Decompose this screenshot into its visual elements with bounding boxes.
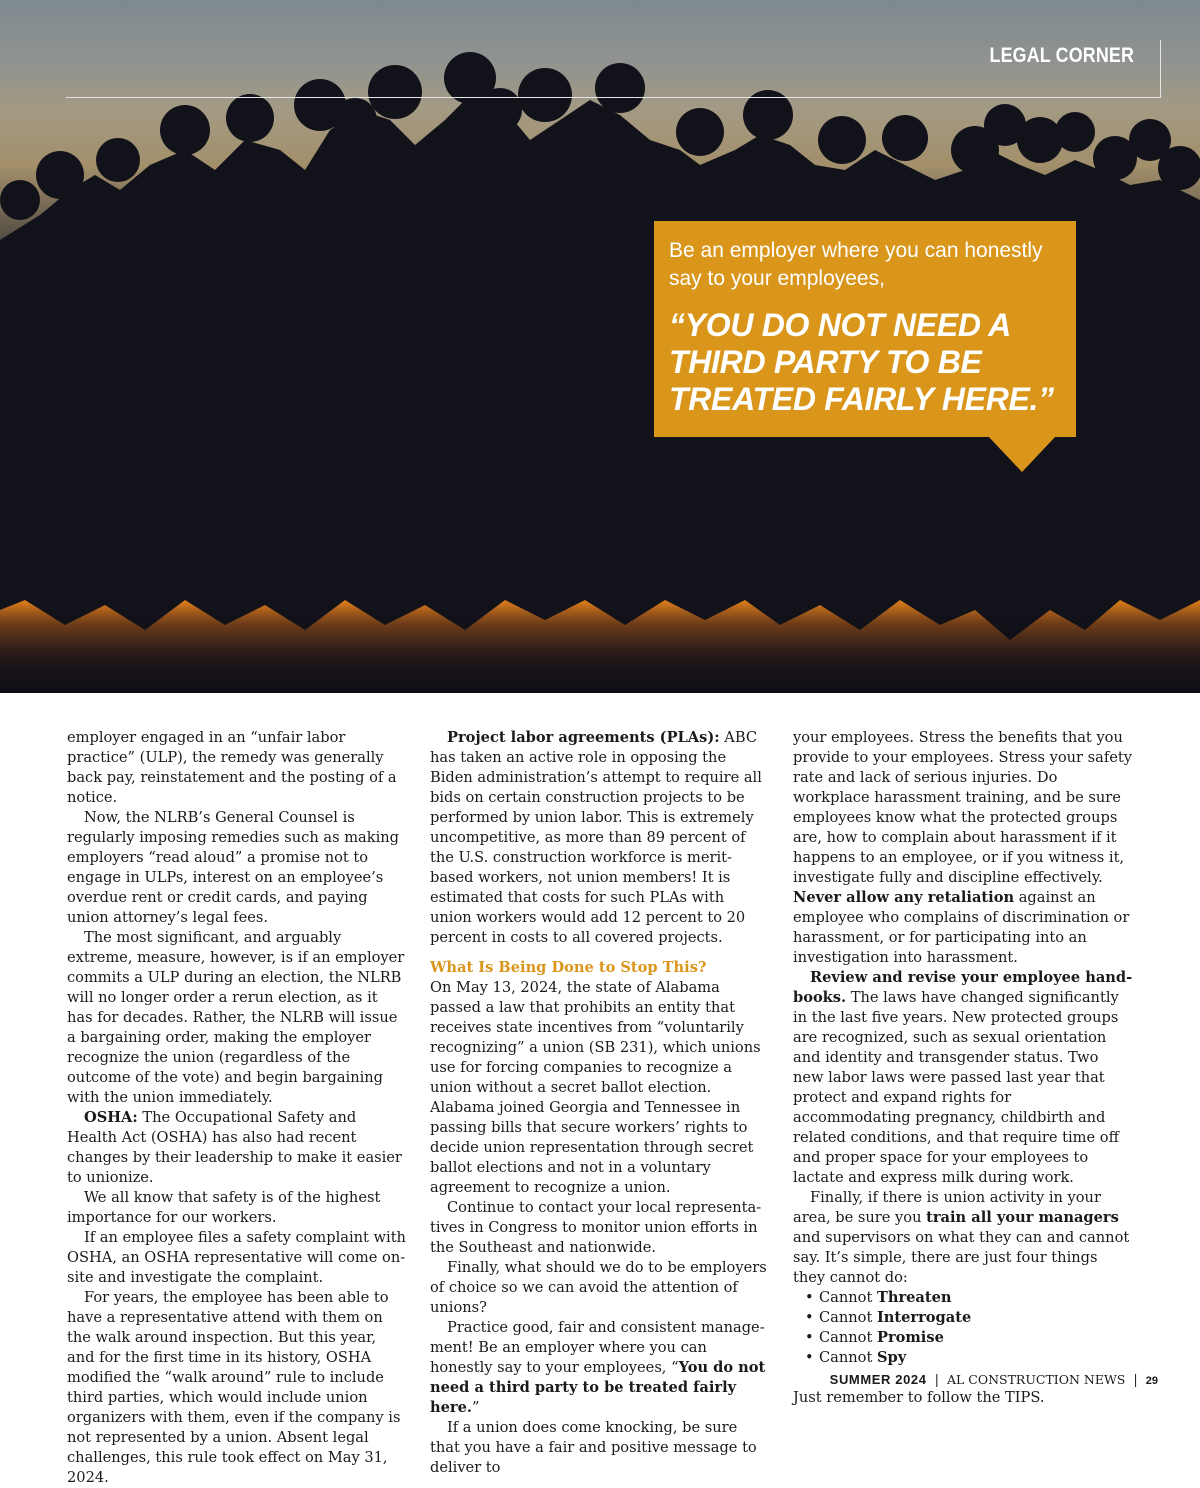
pull-quote-text: “YOU DO NOT NEED A THIRD PARTY TO BE TREATED FAIRLY HERE.” <box>669 307 1054 417</box>
paragraph: On May 13, 2024, the state of Alabama passed a law that prohibits an entity that receives state incentives from “voluntarily recognizing” a union (SB 231), which unions use for forcing companies to recognize a union without a secret ballot election. Alabama joined Georgia and Tennessee in passing bills that secure workers’ rights to decide union representation through secret ballot elections and not in a voluntary agreement to recognize a union. <box>430 979 761 1196</box>
pull-quote-box <box>654 221 1076 437</box>
page-footer <box>830 1372 1158 1388</box>
paragraph: Now, the NLRB’s General Counsel is regularly imposing remedies such as making employers “read aloud” a promise not to engage in ULPs, interest on an employee’s overdue rent or credit cards, and paying union attorney’s legal fees. <box>67 809 400 926</box>
list-item-prefix: Cannot <box>819 1289 873 1306</box>
paragraph: Finally, what should we do to be employers of choice so we can avoid the attention of unions? <box>430 1259 767 1316</box>
list-item <box>805 1348 1133 1368</box>
quote-emphasis: You do not need a third party to be treated fairly here. <box>430 1359 766 1416</box>
paragraph <box>430 1318 770 1418</box>
paragraph: If a union does come knocking, be sure that you have a fair and positive message to deliver to <box>430 1419 757 1476</box>
paragraph <box>793 728 1133 968</box>
paragraph: We all know that safety is of the highest importance for our workers. <box>67 1189 381 1226</box>
header-rule-vertical <box>1160 40 1161 98</box>
list-item <box>805 1288 1133 1308</box>
article-column-3 <box>793 728 1133 1408</box>
paragraph <box>430 728 770 948</box>
footer-separator: | <box>1133 1373 1138 1388</box>
list-item-keyword: Spy <box>876 1349 907 1366</box>
list-item-keyword: Promise <box>876 1329 944 1346</box>
header-rule <box>66 97 1161 98</box>
paragraph <box>793 1188 1133 1288</box>
paragraph <box>793 968 1133 1188</box>
publication-name: AL CONSTRUCTION NEWS <box>946 1372 1126 1387</box>
paragraph-text: Finally, if there is union activity in your area, be sure you <box>793 1189 1101 1226</box>
emphasis: Review and revise your employee handbooks. <box>793 969 1133 1006</box>
hero-photo <box>0 0 1200 693</box>
osha-heading: OSHA: <box>84 1109 138 1126</box>
issue-season: SUMMER 2024 <box>829 1372 927 1387</box>
paragraph-text: your employees. Stress the benefits that you provide to your employees. Stress your safety rate and lack of serious injuries. Do workplace harassment training, and be sure employees know what the protected groups are, how to complain about harassment if it happens to an employee, or if you witness it, investigate fully and discipline effectively. <box>793 729 1132 886</box>
list-item-prefix: Cannot <box>819 1329 873 1346</box>
paragraph: If an employee files a safety complaint with OSHA, an OSHA representative will come on-site and investigate the complaint. <box>67 1229 406 1286</box>
list-item <box>805 1308 1133 1328</box>
closing-line: Just remember to follow the TIPS. <box>793 1389 1045 1406</box>
paragraph-text: Practice good, fair and consistent management! Be an employer where you can honestly say to your employees, “ <box>430 1319 765 1376</box>
pull-quote-intro: Be an employer where you can honestly say to your employees, <box>669 239 1043 290</box>
emphasis: Never allow any retaliation <box>793 889 1015 906</box>
subheading: What Is Being Done to Stop This? <box>430 959 707 976</box>
paragraph <box>67 1108 407 1188</box>
paragraph-text: and supervisors on what they can and cannot say. It’s simple, there are just four things they cannot do: <box>793 1229 1130 1286</box>
paragraph: employer engaged in an “unfair labor practice” (ULP), the remedy was generally back pay, reinstatement and the posting of a notice. <box>67 729 397 806</box>
paragraph-text: ABC has taken an active role in opposing the Biden administration’s attempt to require all bids on certain construction projects to be performed by union labor. This is extremely uncompetitive, as more than 89 percent of the U.S. construction workforce is merit-based workers, not union members! It is estimated that costs for such PLAs with union workers would add 12 percent to 20 percent in costs to all covered projects. <box>430 729 762 946</box>
emphasis: train all your managers <box>926 1209 1119 1226</box>
pull-quote-pointer <box>988 436 1056 472</box>
list-item <box>805 1328 1133 1348</box>
list-item-keyword: Threaten <box>876 1289 952 1306</box>
list-item-keyword: Interrogate <box>876 1309 972 1326</box>
list-item-prefix: Cannot <box>819 1349 873 1366</box>
paragraph-text: The Occupational Safety and Health Act (OSHA) has also had recent changes by their leadership to make it easier to unionize. <box>67 1109 402 1186</box>
paragraph-text: ” <box>471 1399 480 1416</box>
paragraph-text: The laws have changed significantly in the last five years. New protected groups are recognized, such as sexual orientation and identity and transgender status. Two new labor laws were passed last year that protect and expand rights for accommodating pregnancy, childbirth and related conditions, and that require time off and proper space for your employees to lactate and express milk during work. <box>793 989 1119 1186</box>
list-item-prefix: Cannot <box>819 1309 873 1326</box>
tips-list <box>793 1288 1133 1368</box>
article-column-2 <box>430 728 770 1478</box>
page-number: 29 <box>1145 1375 1158 1387</box>
article-column-1 <box>67 728 407 1488</box>
paragraph: The most significant, and arguably extreme, measure, however, is if an employer commits a ULP during an election, the NLRB will no longer order a rerun election, as it has for decades. Rather, the NLRB will issue a bargaining order, making the employer recognize the union (regardless of the outcome of the vote) and begin bargaining with the union immediately. <box>67 929 405 1106</box>
footer-separator: | <box>934 1373 939 1388</box>
section-label: LEGAL CORNER <box>989 44 1134 67</box>
paragraph: Continue to contact your local representatives in Congress to monitor union efforts in the Southeast and nationwide. <box>430 1199 762 1256</box>
paragraph-text: against an employee who complains of discrimination or harassment, or for participating into an investigation into harassment. <box>793 889 1130 966</box>
pla-heading: Project labor agreements (PLAs): <box>447 729 720 746</box>
paragraph: For years, the employee has been able to have a representative attend with them on the walk around inspection. But this year, and for the first time in its history, OSHA modified the “walk around” rule to include third parties, which would include union organizers with them, even if the company is not represented by a union. Absent legal challenges, this rule took effect on May 31, 2024. <box>67 1289 401 1486</box>
